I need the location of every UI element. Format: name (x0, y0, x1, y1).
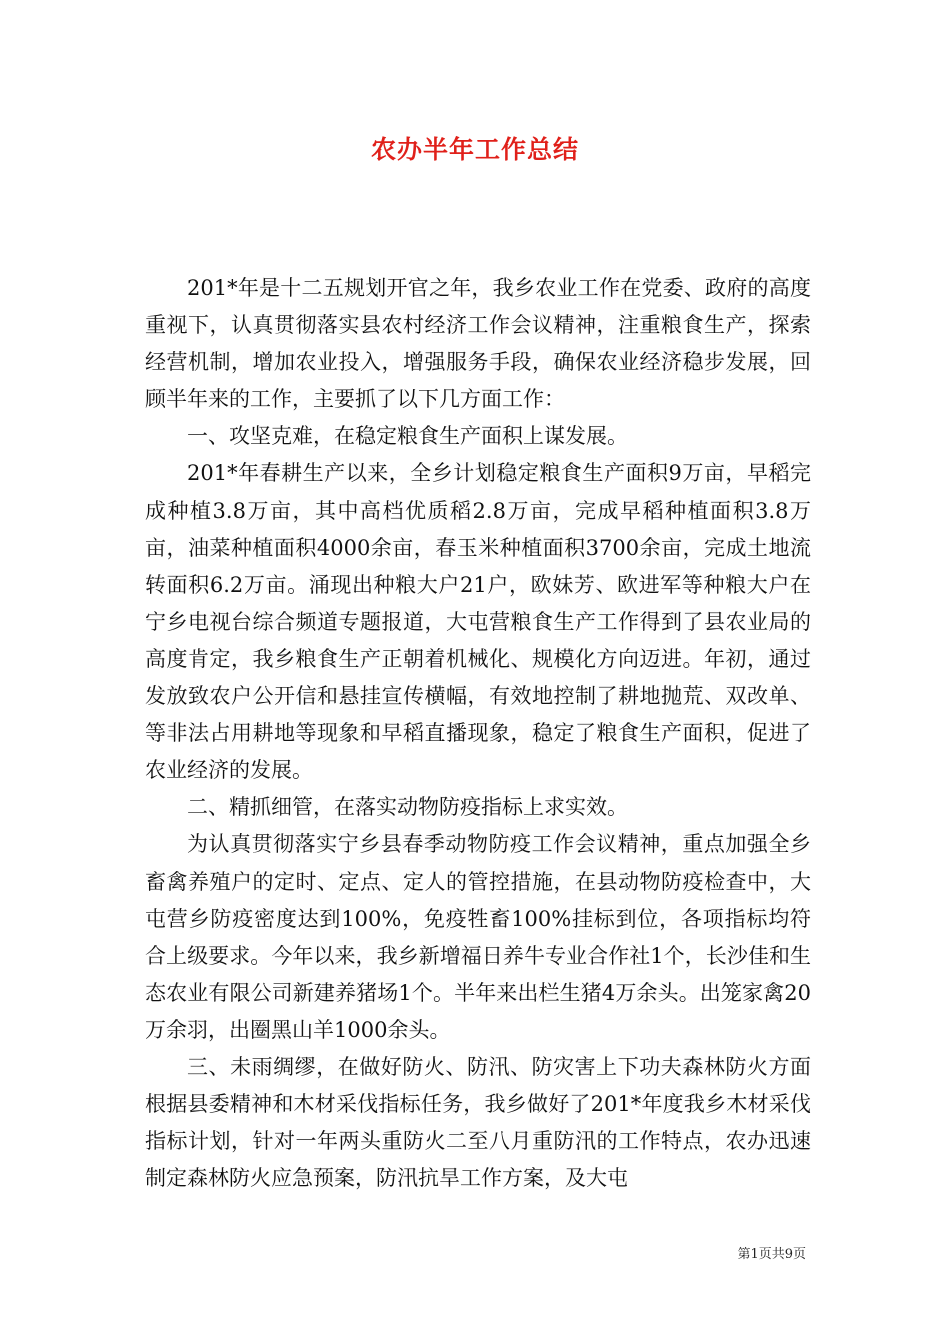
paragraph-disaster-prevention: 三、未雨绸缪，在做好防火、防汛、防灾害上下功夫森林防火方面根据县委精神和木材采伐指标任务，我乡做好了201*年度我乡木材采伐指标计划，针对一年两头重防火二至八月重防汛的工作特点，农办迅速制定森林防火应急预案，防汛抗旱工作方案，及大屯 (145, 1054, 811, 1191)
document-body (145, 270, 811, 1197)
page-number-footer: 第1页共9页 (737, 1247, 806, 1262)
document-title: 农办半年工作总结 (370, 135, 579, 164)
section-heading-2: 二、精抓细管，在落实动物防疫指标上求实效。 (187, 795, 628, 820)
paragraph-animal-epidemic: 为认真贯彻落实宁乡县春季动物防疫工作会议精神，重点加强全乡畜禽养殖户的定时、定点、定人的管控措施，在县动物防疫检查中，大屯营乡防疫密度达到100%，免疫牲畜100%挂标到位，各项指标均符合上级要求。今年以来，我乡新增福日养牛专业合作社1个，长沙佳和生态农业有限公司新建养猪场1个。半年来出栏生猪4万余头。出笼家禽20万余羽，出圈黑山羊1000余头。 (145, 832, 811, 1042)
section-heading-1: 一、攻坚克难，在稳定粮食生产面积上谋发展。 (187, 424, 628, 449)
paragraph-intro: 201*年是十二五规划开官之年，我乡农业工作在党委、政府的高度重视下，认真贯彻落实县农村经济工作会议精神，注重粮食生产，探索经营机制，增加农业投入，增强服务手段，确保农业经济稳步发展，回顾半年来的工作，主要抓了以下几方面工作： (145, 276, 811, 412)
paragraph-grain-production: 201*年春耕生产以来，全乡计划稳定粮食生产面积9万亩，早稻完成种植3.8万亩，其中高档优质稻2.8万亩，完成早稻种植面积3.8万亩，油菜种植面积4000余亩，春玉米种植面积3700余亩，完成土地流转面积6.2万亩。涌现出种粮大户21户，欧妹芳、欧进军等种粮大户在宁乡电视台综合频道专题报道，大屯营粮食生产工作得到了县农业局的高度肯定，我乡粮食生产正朝着机械化、规模化方向迈进。年初，通过发放致农户公开信和悬挂宣传横幅，有效地控制了耕地抛荒、双改单、等非法占用耕地等现象和早稻直播现象，稳定了粮食生产面积，促进了农业经济的发展。 (145, 461, 811, 783)
